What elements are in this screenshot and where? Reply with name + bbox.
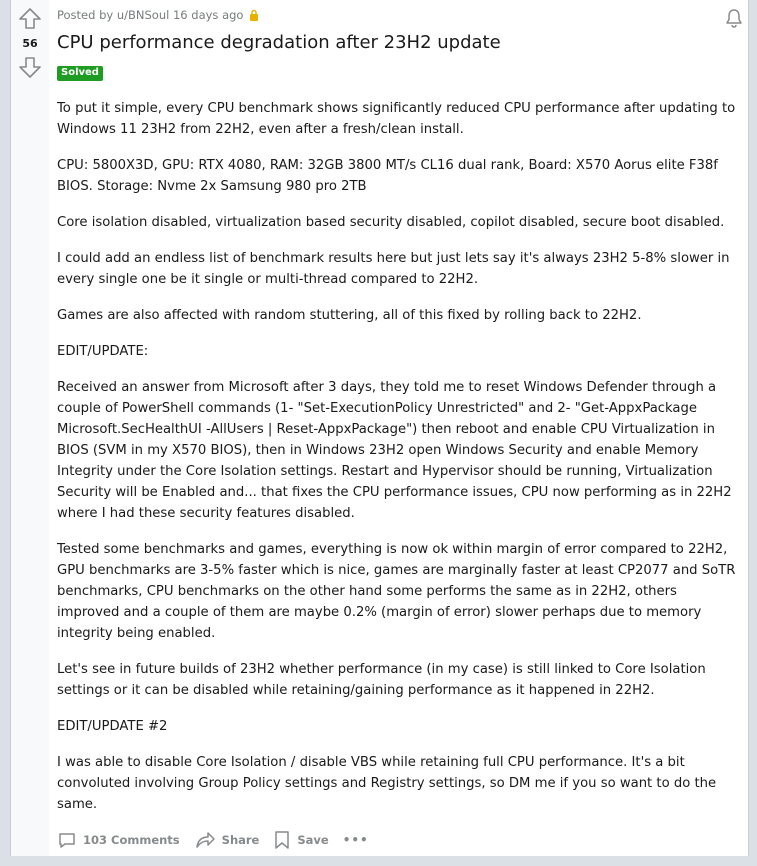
post-title[interactable]: CPU performance degradation after 23H2 update xyxy=(57,32,501,53)
post-footer xyxy=(57,828,383,852)
more-options-button[interactable] xyxy=(343,833,369,847)
body-paragraph: Core isolation disabled, virtualization based security disabled, copilot disabled, secure boot disabled. xyxy=(57,215,725,230)
comment-bubble-icon xyxy=(57,830,77,850)
body-paragraph: EDIT/UPDATE #2 xyxy=(57,719,168,734)
comments-label: 103 Comments xyxy=(83,833,180,847)
body-paragraph: To put it simple, every CPU benchmark shows significantly reduced CPU performance after updating to Windows 11 23H2 from 22H2, even after a fresh/clean install. xyxy=(57,101,736,137)
save-button[interactable] xyxy=(273,830,328,850)
upvote-arrow-icon[interactable] xyxy=(18,7,42,31)
page-bottom-strip xyxy=(0,856,757,866)
comments-button[interactable] xyxy=(57,830,180,850)
share-label: Share xyxy=(221,833,260,847)
save-label: Save xyxy=(297,833,329,847)
body-paragraph: CPU: 5800X3D, GPU: RTX 4080, RAM: 32GB 3800 MT/s CL16 dual rank, Board: X570 Aorus elite F38f BIOS. Storage: Nvme 2x Samsung 980 pro 2TB xyxy=(57,158,718,194)
body-paragraph: Received an answer from Microsoft after 3 days, they told me to reset Windows Defender through a couple of PowerShell commands (1- "Set-ExecutionPolicy Unrestricted" and 2- "Get-AppxPackage Microsoft.SecHealthUI -AllUsers | Reset-AppxPackage") then reboot and enable CPU Virtualization in BIOS (SVM in my X570 BIOS), then in Windows 23H2 open Windows Security and enable Memory Integrity under the Core Isolation settings. Restart and Hypervisor should be running, Virtualization Security will be Enabled and... that fixes the CPU performance issues, CPU now performing as in 22H2 where I had these security features disabled. xyxy=(57,380,732,521)
post-flair[interactable]: Solved xyxy=(57,66,103,81)
body-paragraph: Games are also affected with random stuttering, all of this fixed by rolling back to 22H2. xyxy=(57,308,642,323)
body-paragraph: I could add an endless list of benchmark results here but just lets say it's always 23H2 5-8% slower in every single one be it single or multi-thread compared to 22H2. xyxy=(57,251,730,287)
post-meta xyxy=(57,8,259,22)
body-paragraph: Tested some benchmarks and games, everything is now ok within margin of error compared to 22H2, GPU benchmarks are 3-5% faster which is nice, games are marginally faster at least CP2077 and SoTR benchmarks, CPU benchmarks on the other hand some performs the same as in 22H2, others improved and a couple of them are maybe 0.2% (margin of error) slower perhaps due to memory integrity being enabled. xyxy=(57,542,736,641)
share-button[interactable] xyxy=(194,830,260,850)
body-paragraph: I was able to disable Core Isolation / disable VBS while retaining full CPU performance. It's a bit convoluted involving Group Policy settings and Registry settings, so DM me if you so want to do the same. xyxy=(57,755,717,812)
post-card xyxy=(10,0,749,857)
post-meta-text: Posted by u/BNSoul 16 days ago xyxy=(57,8,244,22)
body-paragraph: EDIT/UPDATE: xyxy=(57,344,149,359)
vote-count: 56 xyxy=(22,37,38,50)
downvote-arrow-icon[interactable] xyxy=(18,55,42,79)
more-dots-icon: ••• xyxy=(342,833,369,847)
body-paragraph: Let's see in future builds of 23H2 whether performance (in my case) is still linked to Core Isolation settings or it can be disabled while retaining/gaining performance as it happened in 22H2. xyxy=(57,662,706,698)
lock-icon xyxy=(249,9,259,21)
vote-column xyxy=(11,0,49,856)
bookmark-icon xyxy=(273,830,291,850)
bell-icon[interactable] xyxy=(723,7,745,29)
post-body xyxy=(57,98,737,830)
share-arrow-icon xyxy=(194,830,216,850)
